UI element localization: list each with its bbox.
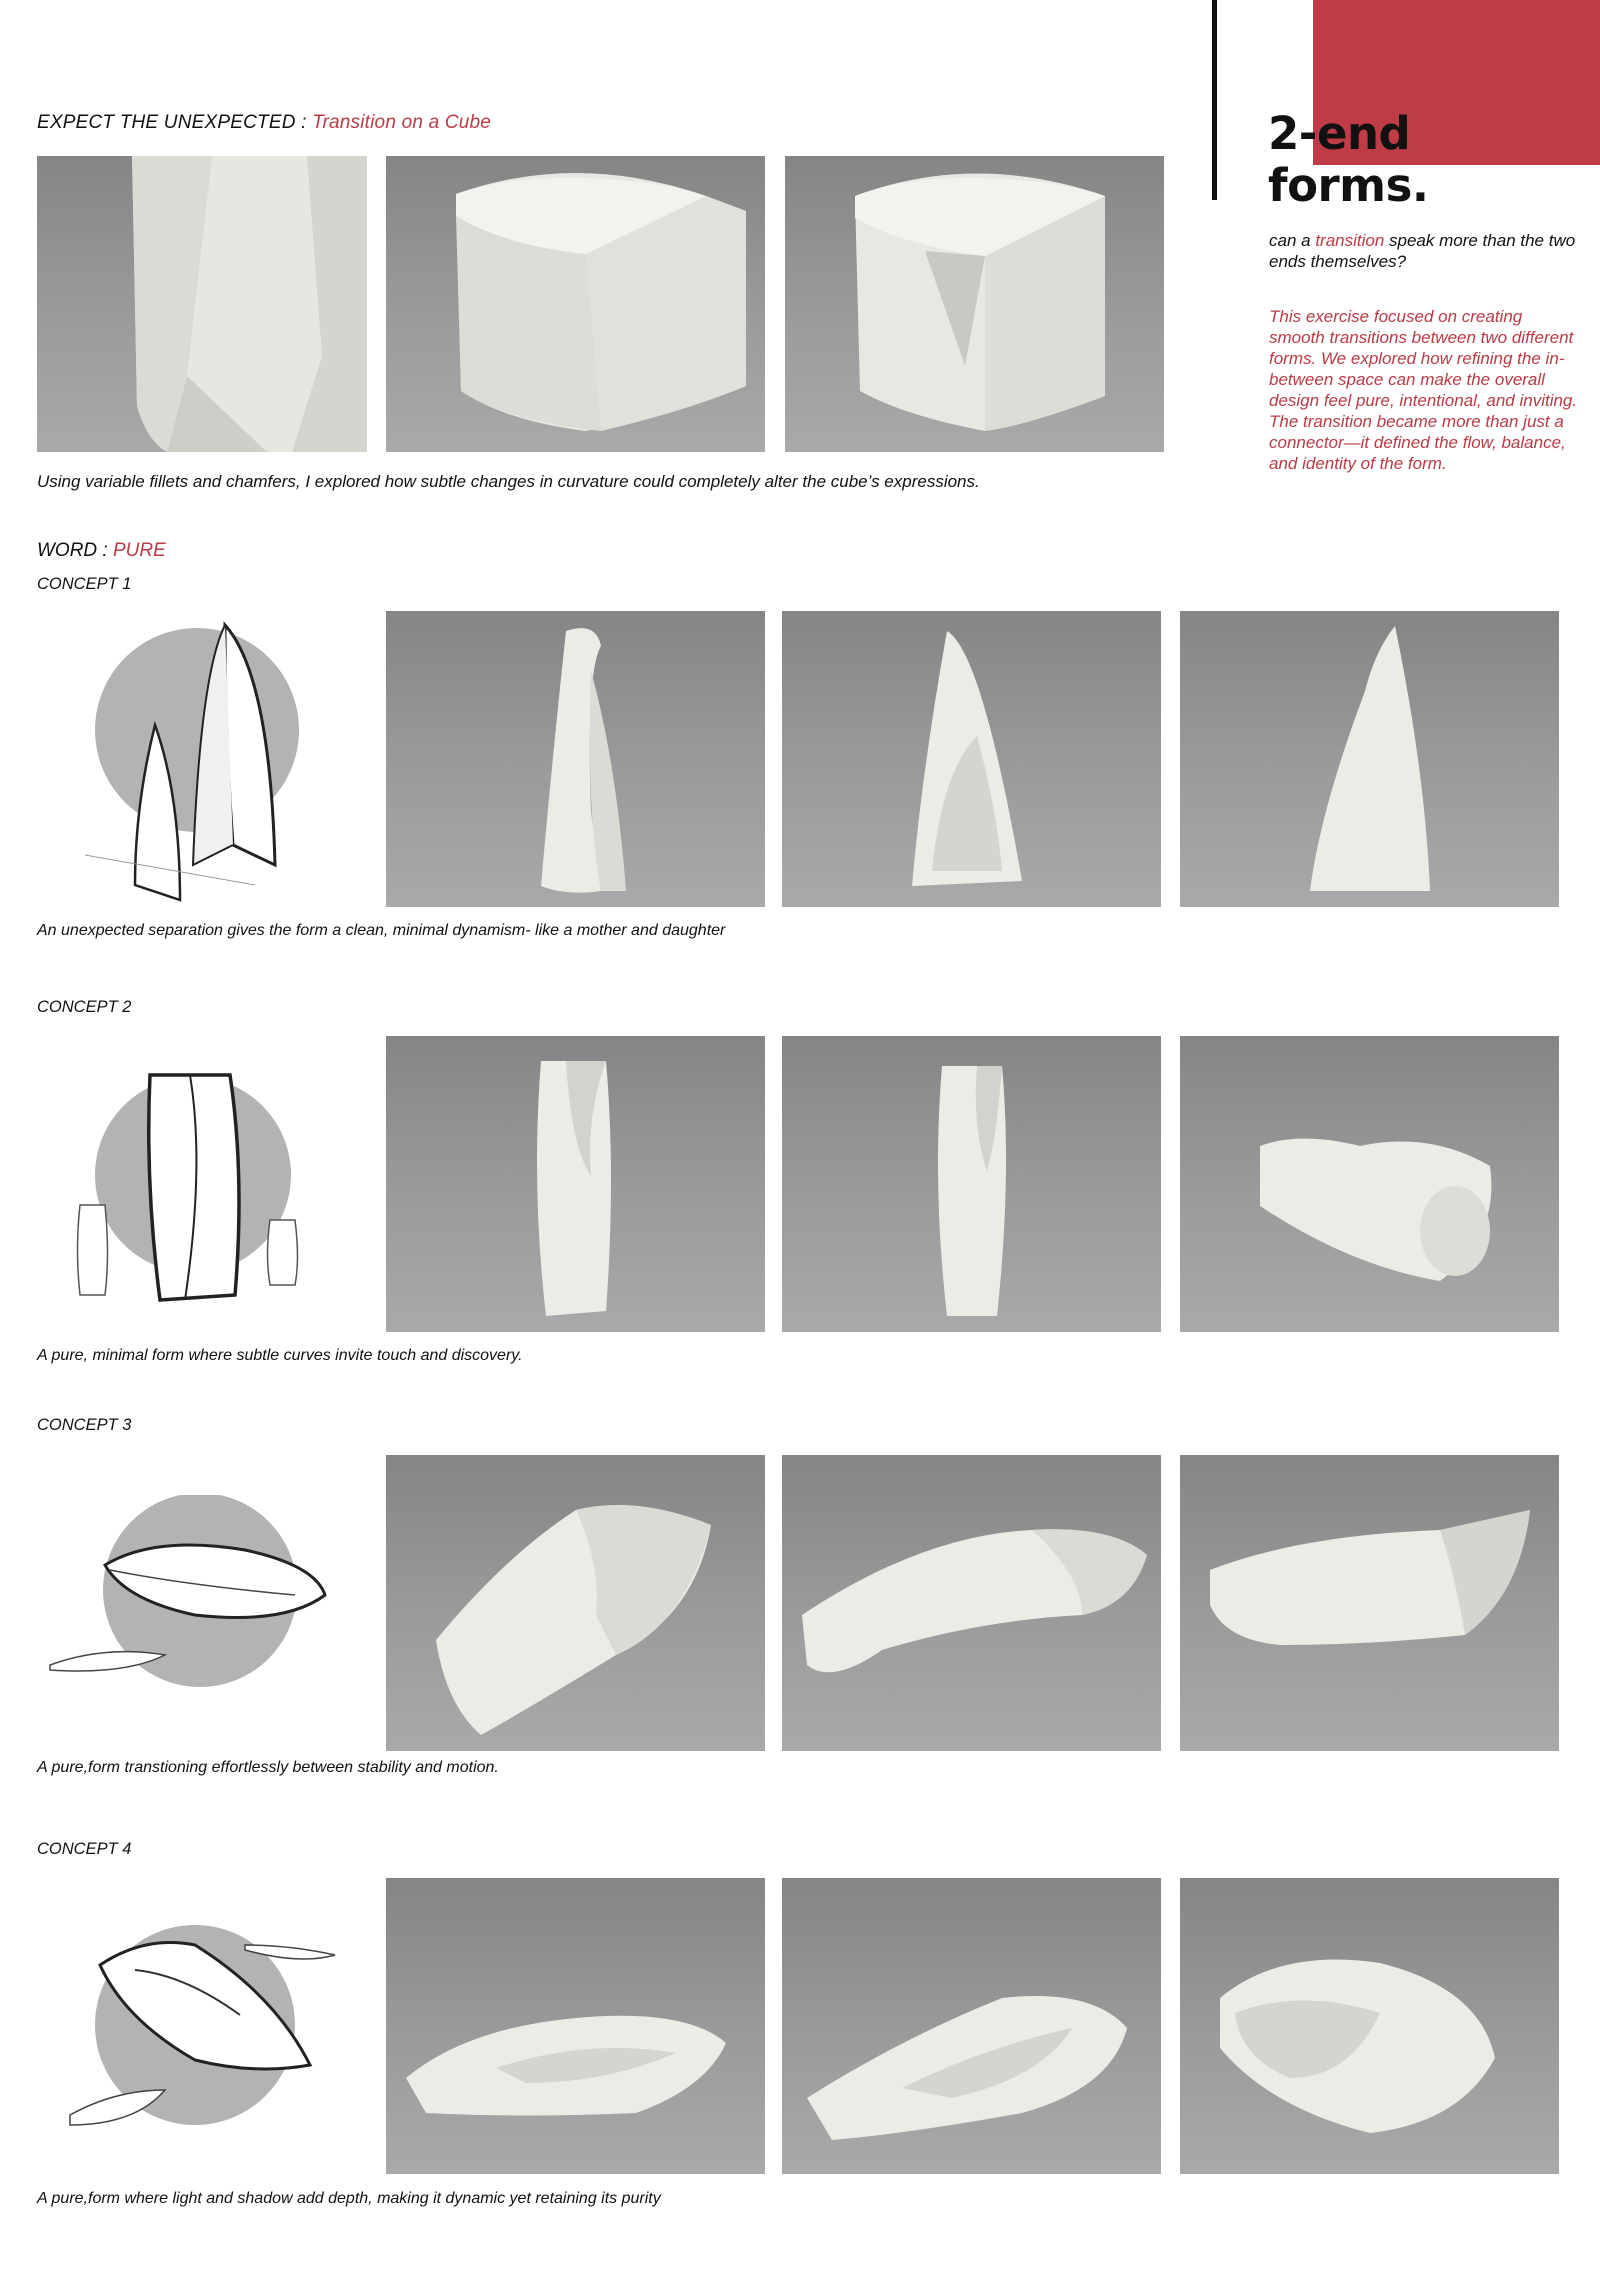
concept-4-caption: A pure,form where light and shadow add depth, making it dynamic yet retaining its purity — [37, 2190, 661, 2207]
title-line-2: forms. — [1268, 159, 1429, 212]
concept-2-photo-1 — [386, 1036, 765, 1332]
concept-3-photo-1 — [386, 1455, 765, 1751]
section-prefix: EXPECT THE UNEXPECTED : — [37, 112, 313, 133]
concept-4-sketch — [55, 1915, 355, 2145]
vertical-divider — [1212, 0, 1217, 200]
concept-1-photo-2 — [782, 611, 1161, 907]
question-highlight: transition — [1315, 231, 1385, 250]
section-highlight: Transition on a Cube — [312, 112, 492, 133]
concept-3-photo-2 — [782, 1455, 1161, 1751]
concept-2-photo-2 — [782, 1036, 1161, 1332]
concept-4-photo-1 — [386, 1878, 765, 2174]
concept-4-label: CONCEPT 4 — [37, 1840, 132, 1858]
concept-1-sketch — [65, 615, 325, 905]
concept-3-photo-3 — [1180, 1455, 1559, 1751]
concept-1-label: CONCEPT 1 — [37, 575, 132, 593]
page-title — [1268, 108, 1428, 212]
concept-1-photo-3 — [1180, 611, 1559, 907]
section-title — [37, 112, 491, 134]
word-label — [37, 540, 166, 562]
cube-closeup-photo — [37, 156, 367, 452]
concept-2-photo-3 — [1180, 1036, 1559, 1332]
concept-2-label: CONCEPT 2 — [37, 998, 132, 1016]
concept-3-caption: A pure,form transtioning effortlessly between stability and motion. — [37, 1759, 499, 1776]
cube-fillet-photo — [386, 156, 765, 452]
title-line-1: 2-end — [1268, 107, 1411, 160]
intro-question — [1269, 230, 1579, 272]
question-pre: can a — [1269, 231, 1316, 250]
concept-4-photo-2 — [782, 1878, 1161, 2174]
cube-chamfer-photo — [785, 156, 1164, 452]
concept-2-sketch — [65, 1035, 325, 1305]
concept-1-caption: An unexpected separation gives the form a clean, minimal dynamism- like a mother and daughter — [37, 922, 726, 939]
word-value: PURE — [113, 540, 166, 561]
cube-caption: Using variable fillets and chamfers, I explored how subtle changes in curvature could completely alter the cube’s expressions. — [37, 472, 980, 491]
description: This exercise focused on creating smooth transitions between two different forms. We explored how refining the in-between space can make the overall design feel pure, intentional, and inviting. The transition became more than just a connector—it defined the flow, balance, and identity of the form. — [1269, 307, 1578, 473]
concept-1-photo-1 — [386, 611, 765, 907]
word-prefix: WORD : — [37, 540, 113, 561]
concept-3-sketch — [45, 1495, 345, 1695]
concept-3-label: CONCEPT 3 — [37, 1416, 132, 1434]
question-post: speak more than the two ends themselves? — [1269, 231, 1576, 271]
concept-4-photo-3 — [1180, 1878, 1559, 2174]
concept-2-caption: A pure, minimal form where subtle curves invite touch and discovery. — [37, 1347, 523, 1364]
